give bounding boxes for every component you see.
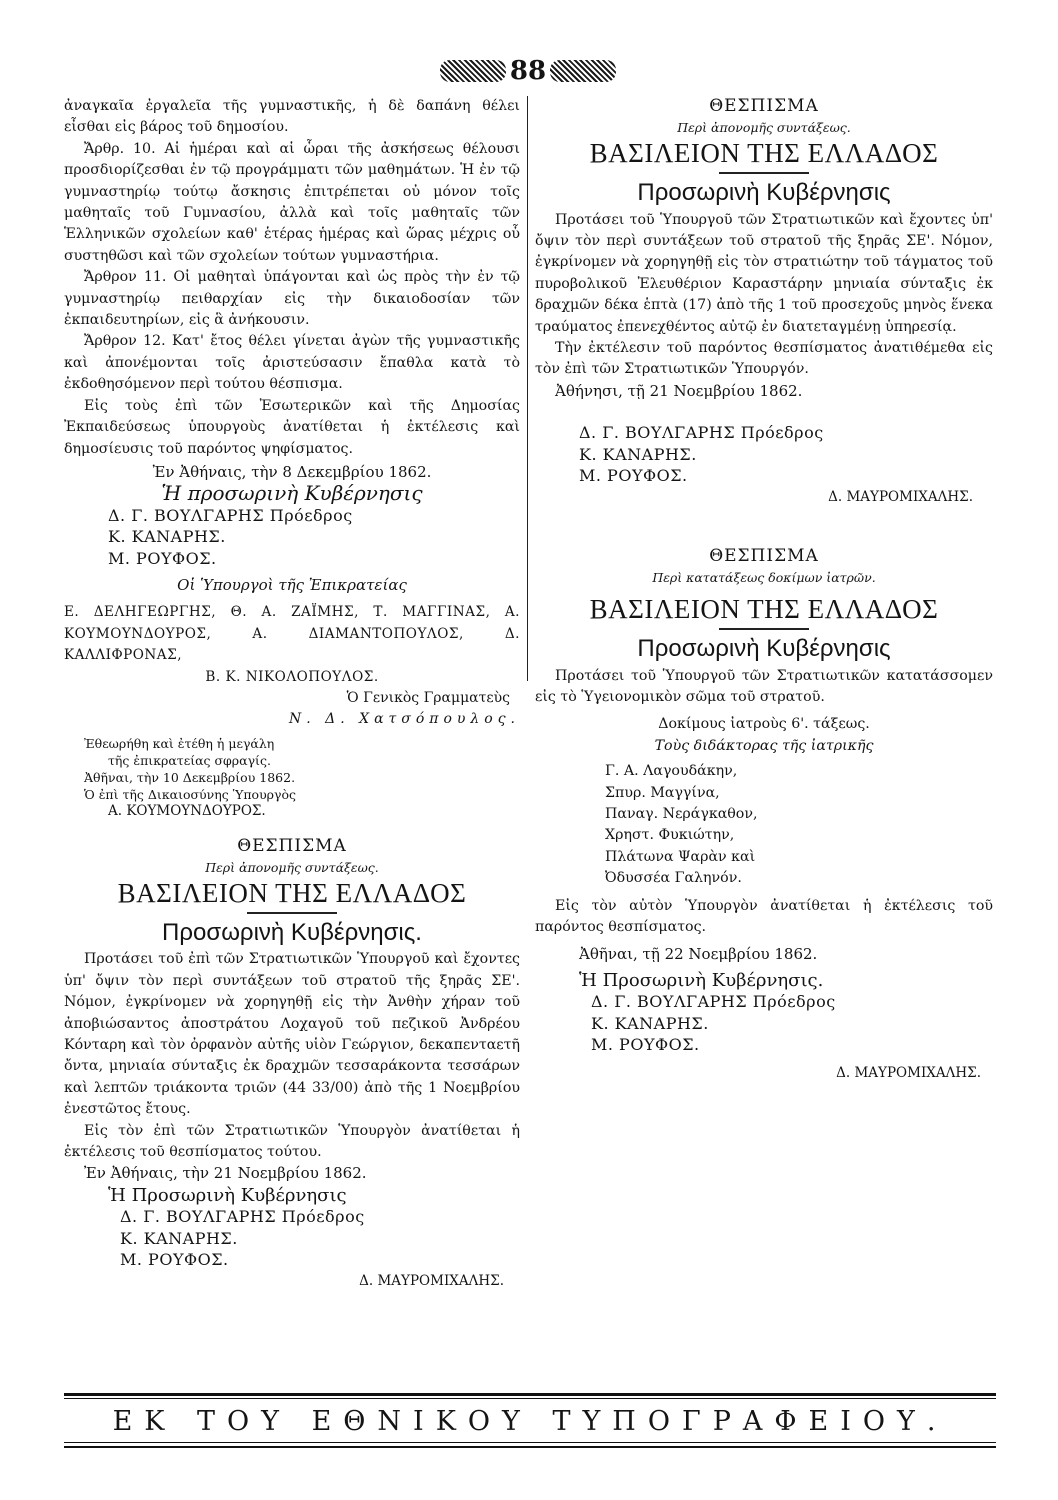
seal-line-5: Α. ΚΟΥΜΟΥΝΔΟΥΡΟΣ. xyxy=(108,802,266,819)
seal-notice xyxy=(64,735,520,820)
signature-roufos: Μ. ΡΟΥΦΟΣ. xyxy=(108,548,217,568)
doctors-heading: Τοὺς διδάκτορας τῆς ἰατρικῆς xyxy=(654,737,874,754)
secretary-name: Ν. Δ. Χατσόπουλος. xyxy=(288,711,520,728)
government-heading: Ἡ Προσωρινὴ Κυβέρνησις xyxy=(108,1184,347,1206)
column-divider xyxy=(527,96,528,681)
footer-rule-top xyxy=(64,1393,996,1396)
ornament-right-icon xyxy=(550,60,616,82)
decree-execution: Εἰς τὸν ἐπὶ τῶν Στρατιωτικῶν Ὑπουργὸν ἀνατίθεται ἡ ἐκτέλεσις τοῦ θεσπίσματος τούτου. xyxy=(64,1122,520,1161)
signature-kanaris: Κ. ΚΑΝΑΡΗΣ. xyxy=(120,1228,238,1248)
heading-rule xyxy=(719,172,809,174)
continued-paragraph: ἀναγκαῖα ἐργαλεῖα τῆς γυμναστικῆς, ἡ δὲ δαπάνη θέλει εἶσθαι εἰς βάρος τοῦ δημοσίου. xyxy=(64,98,520,136)
list-item: Χρηστ. Φυκιώτην, xyxy=(605,827,735,844)
doctor-rank: Δοκίμους ἰατροὺς 6'. τάξεως. xyxy=(658,716,870,733)
doctors-list xyxy=(535,761,993,889)
list-item: Ὀδυσσέα Γαληνόν. xyxy=(605,870,742,887)
decree-execution: Τὴν ἐκτέλεσιν τοῦ παρόντος θεσπίσματος ἀνατιθέμεθα εἰς τὸν ἐπὶ τῶν Στρατιωτικῶν Ὑπουργόν. xyxy=(535,340,993,378)
execution-clause: Εἰς τοὺς ἐπὶ τῶν Ἐσωτερικῶν καὶ τῆς Δημοσίας Ἐκπαιδεύσεως ὑπουργοὺς ἀνατίθεται ἡ ἐκτέλεσις καὶ δημοσίευσις τοῦ παρόντος ψηφίσματος. xyxy=(64,397,520,457)
signature-president: Δ. Γ. ΒΟΥΛΓΑΡΗΣ Πρόεδρος xyxy=(579,423,824,443)
decree-subtitle: Περὶ κατατάξεως δοκίμων ἰατρῶν. xyxy=(652,570,876,586)
heading-rule xyxy=(719,628,809,630)
seal-line-3: Ἀθῆναι, τὴν 10 Δεκεμβρίου 1862. xyxy=(84,769,296,785)
decree-subtitle: Περὶ ἀπονομῆς συντάξεως. xyxy=(205,860,379,876)
right-column xyxy=(535,96,993,1085)
decree-title: ΘΕΣΠΙΣΜΑ xyxy=(709,545,819,566)
signature-roufos: Μ. ΡΟΥΦΟΣ. xyxy=(120,1250,229,1270)
provisional-government: Προσωρινὴ Κυβέρνησις. xyxy=(162,919,422,946)
provisional-government: Προσωρινὴ Κυβέρνησις xyxy=(637,635,891,663)
footer-rule-top-thin xyxy=(64,1398,996,1399)
government-heading: Ἡ Προσωρινὴ Κυβέρνησις. xyxy=(579,969,824,991)
signature-mavromichalis: Δ. ΜΑΥΡΟΜΙΧΑΛΗΣ. xyxy=(828,488,973,505)
signature-roufos: Μ. ΡΟΥΦΟΣ. xyxy=(579,466,688,486)
signature-president: Δ. Γ. ΒΟΥΛΓΑΡΗΣ Πρόεδρος xyxy=(108,505,353,525)
provisional-government: Προσωρινὴ Κυβέρνησις xyxy=(637,179,891,207)
ministers-list: Ε. ΔΕΛΗΓΕΩΡΓΗΣ, Θ. Α. ΖΑΪΜΗΣ, Τ. ΜΑΓΓΙΝΑΣ, Α. ΚΟΥΜΟΥΝΔΟΥΡΟΣ, Α. ΔΙΑΜΑΝΤΟΠΟΥΛΟΣ, Δ. ΚΑΛΛΙΦΡΟΝΑΣ, xyxy=(64,604,520,664)
decree-body: Προτάσει τοῦ Ὑπουργοῦ τῶν Στρατιωτικῶν κατατάσσομεν εἰς τὸ Ὑγειονομικὸν σῶμα τοῦ στρατοῦ. xyxy=(535,667,993,705)
ministers-last: Β. Κ. ΝΙΚΟΛΟΠΟΥΛΟΣ. xyxy=(205,668,379,685)
printer-imprint: ΕΚ ΤΟΥ ΕΘΝΙΚΟΥ ΤΥΠΟΓΡΑΦΕΙΟΥ. xyxy=(112,1406,948,1437)
government-heading: Ἡ προσωρινὴ Κυβέρνησις xyxy=(161,481,423,506)
seal-line-2: τῆς ἐπικρατείας σφραγίς. xyxy=(108,752,271,768)
footer-rule-bottom-thin xyxy=(64,1442,996,1443)
decree-date: Ἀθῆναι, τῇ 22 Νοεμβρίου 1862. xyxy=(579,945,818,964)
left-column xyxy=(64,96,520,1292)
page-number: 88 xyxy=(509,56,547,86)
decree-title: ΘΕΣΠΙΣΜΑ xyxy=(709,96,819,116)
kingdom-heading: ΒΑΣΙΛΕΙΟΝ ΤΗΣ ΕΛΛΑΔΟΣ xyxy=(117,877,467,908)
decree-execution: Εἰς τὸν αὐτὸν Ὑπουργὸν ἀνατίθεται ἡ ἐκτέλεσις τοῦ παρόντος θεσπίσματος. xyxy=(535,897,993,935)
decree-date: Ἐν Ἀθήναις, τὴν 8 Δεκεμβρίου 1862. xyxy=(152,462,432,481)
signature-roufos: Μ. ΡΟΥΦΟΣ. xyxy=(591,1035,700,1055)
list-item: Πλάτωνα Ψαρὰν καὶ xyxy=(605,848,756,865)
signature-president: Δ. Γ. ΒΟΥΛΓΑΡΗΣ Πρόεδρος xyxy=(591,992,836,1012)
decree-date: Ἐν Ἀθήναις, τὴν 21 Νοεμβρίου 1862. xyxy=(84,1164,367,1183)
article-10: Ἄρθρ. 10. Αἱ ἡμέραι καὶ αἱ ὧραι τῆς ἀσκήσεως θέλουσι προσδιορίζεσθαι ἐν τῷ προγράμματι τῶν μαθημάτων. Ἡ ἐν τῷ γυμναστηρίῳ τούτῳ ἄσκησις ἐπιτρέπεται οὐ μόνον τοῖς μαθηταῖς τοῦ Γυμνασίου, ἀλλὰ καὶ τοῖς μαθηταῖς τῶν Ἑλληνικῶν σχολείων καθ' ἑτέρας ἡμέρας καὶ ὥρας μέχρις οὗ συστηθῶσι καὶ τῶν σχολείων τούτων γυμναστήρια. xyxy=(64,140,520,264)
heading-rule xyxy=(247,912,337,914)
ministers-heading: Οἱ Ὑπουργοὶ τῆς Ἐπικρατείας xyxy=(177,575,407,594)
decree-subtitle: Περὶ ἀπονομῆς συντάξεως. xyxy=(677,120,851,136)
signature-kanaris: Κ. ΚΑΝΑΡΗΣ. xyxy=(108,527,226,547)
article-11: Ἄρθρον 11. Οἱ μαθηταὶ ὑπάγονται καὶ ὡς πρὸς τὴν ἐν τῷ γυμναστηρίῳ πειθαρχίαν εἰς τὴν δικαιοδοσίαν τῶν ἐκπαιδευτηρίων, εἰς ἃ ἀνήκουσιν. xyxy=(64,269,520,329)
signature-mavromichalis: Δ. ΜΑΥΡΟΜΙΧΑΛΗΣ. xyxy=(836,1065,981,1082)
signature-kanaris: Κ. ΚΑΝΑΡΗΣ. xyxy=(579,444,697,464)
decree-title: ΘΕΣΠΙΣΜΑ xyxy=(237,835,347,856)
secretary-title: Ὁ Γενικὸς Γραμματεὺς xyxy=(346,689,510,706)
page-header xyxy=(0,52,1058,92)
seal-line-1: Ἐθεωρήθη καὶ ἐτέθη ἡ μεγάλη xyxy=(84,735,275,751)
ornament-left-icon xyxy=(440,60,506,82)
kingdom-heading: ΒΑΣΙΛΕΙΟΝ ΤΗΣ ΕΛΛΑΔΟΣ xyxy=(589,137,939,168)
footer-rule-bottom xyxy=(64,1446,996,1448)
article-12: Ἄρθρον 12. Κατ' ἔτος θέλει γίνεται ἀγὼν τῆς γυμναστικῆς καὶ ἀπονέμονται τοῖς ἀριστεύσασιν ἔπαθλα κατὰ τὸ ἐκδοθησόμενον περὶ τούτου θέσπισμα. xyxy=(64,333,520,393)
signature-kanaris: Κ. ΚΑΝΑΡΗΣ. xyxy=(591,1013,709,1033)
list-item: Σπυρ. Μαγγίνα, xyxy=(605,784,720,801)
seal-line-4: Ὁ ἐπὶ τῆς Δικαιοσύνης Ὑπουργὸς xyxy=(84,786,297,802)
decree-date: Ἀθήνησι, τῇ 21 Νοεμβρίου 1862. xyxy=(555,381,803,400)
decree-body: Προτάσει τοῦ ἐπὶ τῶν Στρατιωτικῶν Ὑπουργοῦ καὶ ἔχοντες ὑπ' ὄψιν τὸν περὶ συντάξεων τοῦ στρατοῦ τῆς ξηρᾶς ΣΕ'. Νόμον, ἐγκρίνομεν νὰ χορηγηθῇ εἰς τὴν Ἀνθὴν χήραν τοῦ ἀποβιώσαντος ἀποστράτου Λοχαγοῦ τοῦ πεζικοῦ Ἀνδρέου Κόνταρη καὶ τὸν ὀρφανὸν αὐτῆς υἱὸν Γεώργιον, δεκαπενταετῆ ὄντα, μηνιαία σύνταξις ἐκ δραχμῶν τεσσαράκοντα τεσσάρων καὶ λεπτῶν τριάκοντα τριῶν (44 33/00) ἀπὸ τῆς 1 Νοεμβρίου ἐνεστῶτος ἔτους. xyxy=(64,951,520,1118)
decree-body: Προτάσει τοῦ Ὑπουργοῦ τῶν Στρατιωτικῶν καὶ ἔχοντες ὑπ' ὄψιν τὸν περὶ συντάξεων τοῦ στρατοῦ τῆς ξηρᾶς ΣΕ'. Νόμον, ἐγκρίνομεν νὰ χορηγηθῇ εἰς τὸν στρατιώτην τοῦ τάγματος τοῦ πυροβολικοῦ Ἐλευθέριον Καραστάρην μηνιαία σύνταξις ἐκ δραχμῶν δέκα ἑπτὰ (17) ἀπὸ τῆς 1 τοῦ προσεχοῦς μηνὸς ἕνεκα τραύματος ἐπενεχθέντος αὐτῷ ἐν διατεταγμένῃ ὑπηρεσίᾳ. xyxy=(535,211,993,335)
signature-mavromichalis: Δ. ΜΑΥΡΟΜΙΧΑΛΗΣ. xyxy=(359,1272,504,1289)
list-item: Παναγ. Νεράγκαθον, xyxy=(605,805,758,822)
signature-president: Δ. Γ. ΒΟΥΛΓΑΡΗΣ Πρόεδρος xyxy=(120,1207,365,1227)
list-item: Γ. Α. Λαγουδάκην, xyxy=(605,763,738,780)
kingdom-heading: ΒΑΣΙΛΕΙΟΝ ΤΗΣ ΕΛΛΑΔΟΣ xyxy=(589,593,939,624)
